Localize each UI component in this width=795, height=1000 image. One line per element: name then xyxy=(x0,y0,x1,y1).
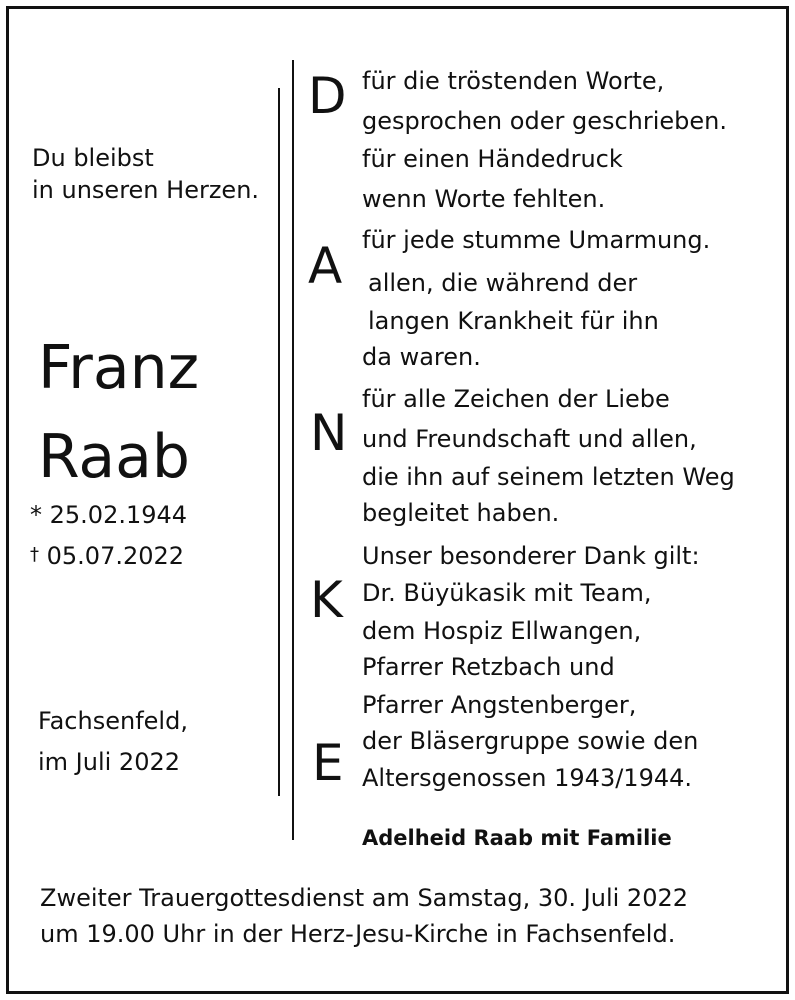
footer-line-2: um 19.00 Uhr in der Herz-Jesu-Kirche in Fachsenfeld. xyxy=(40,920,676,948)
cross-icon: † xyxy=(30,544,39,565)
birth-date: * 25.02.1944 xyxy=(30,501,188,529)
danke-text-line: dem Hospiz Ellwangen, xyxy=(362,617,642,645)
danke-letter-d: D xyxy=(308,67,347,125)
danke-text-line: Pfarrer Angstenberger, xyxy=(362,691,637,719)
danke-text-line: die ihn auf seinem letzten Weg xyxy=(362,463,735,491)
danke-text-line: wenn Worte fehlten. xyxy=(362,185,606,213)
last-name: Raab xyxy=(38,422,190,492)
danke-text-line: und Freundschaft und allen, xyxy=(362,425,697,453)
footer-line-1: Zweiter Trauergottesdienst am Samstag, 30. Juli 2022 xyxy=(40,884,689,912)
danke-text-line: Unser besonderer Dank gilt: xyxy=(362,542,700,570)
danke-letter-k: K xyxy=(310,571,343,629)
first-name: Franz xyxy=(38,333,200,403)
divider-line-short xyxy=(278,88,280,796)
danke-text-line: für alle Zeichen der Liebe xyxy=(362,385,670,413)
danke-text-line: Dr. Büyükasik mit Team, xyxy=(362,579,652,607)
danke-text-line: da waren. xyxy=(362,343,481,371)
danke-text-line: begleitet haben. xyxy=(362,499,560,527)
danke-text-line: für die tröstenden Worte, xyxy=(362,67,665,95)
quote-line-2: in unseren Herzen. xyxy=(32,176,260,204)
danke-letter-n: N xyxy=(310,404,348,462)
danke-text-line: Pfarrer Retzbach und xyxy=(362,653,615,681)
danke-text-line: der Bläsergruppe sowie den xyxy=(362,727,699,755)
signature: Adelheid Raab mit Familie xyxy=(362,826,672,850)
danke-text-line: gesprochen oder geschrieben. xyxy=(362,107,728,135)
danke-text-line: für jede stumme Umarmung. xyxy=(362,226,711,254)
death-date: 05.07.2022 xyxy=(46,542,185,570)
divider-line-long xyxy=(292,60,294,840)
danke-letter-a: A xyxy=(308,237,343,295)
place-line-1: Fachsenfeld, xyxy=(38,707,188,735)
danke-text-line: Altersgenossen 1943/1944. xyxy=(362,764,693,792)
danke-text-line: langen Krankheit für ihn xyxy=(368,307,659,335)
death-date-row xyxy=(30,540,184,571)
danke-text-line: für einen Händedruck xyxy=(362,145,623,173)
quote-line-1: Du bleibst xyxy=(32,144,154,172)
place-line-2: im Juli 2022 xyxy=(38,748,181,776)
danke-letter-e: E xyxy=(312,734,344,792)
danke-text-line: allen, die während der xyxy=(368,269,638,297)
